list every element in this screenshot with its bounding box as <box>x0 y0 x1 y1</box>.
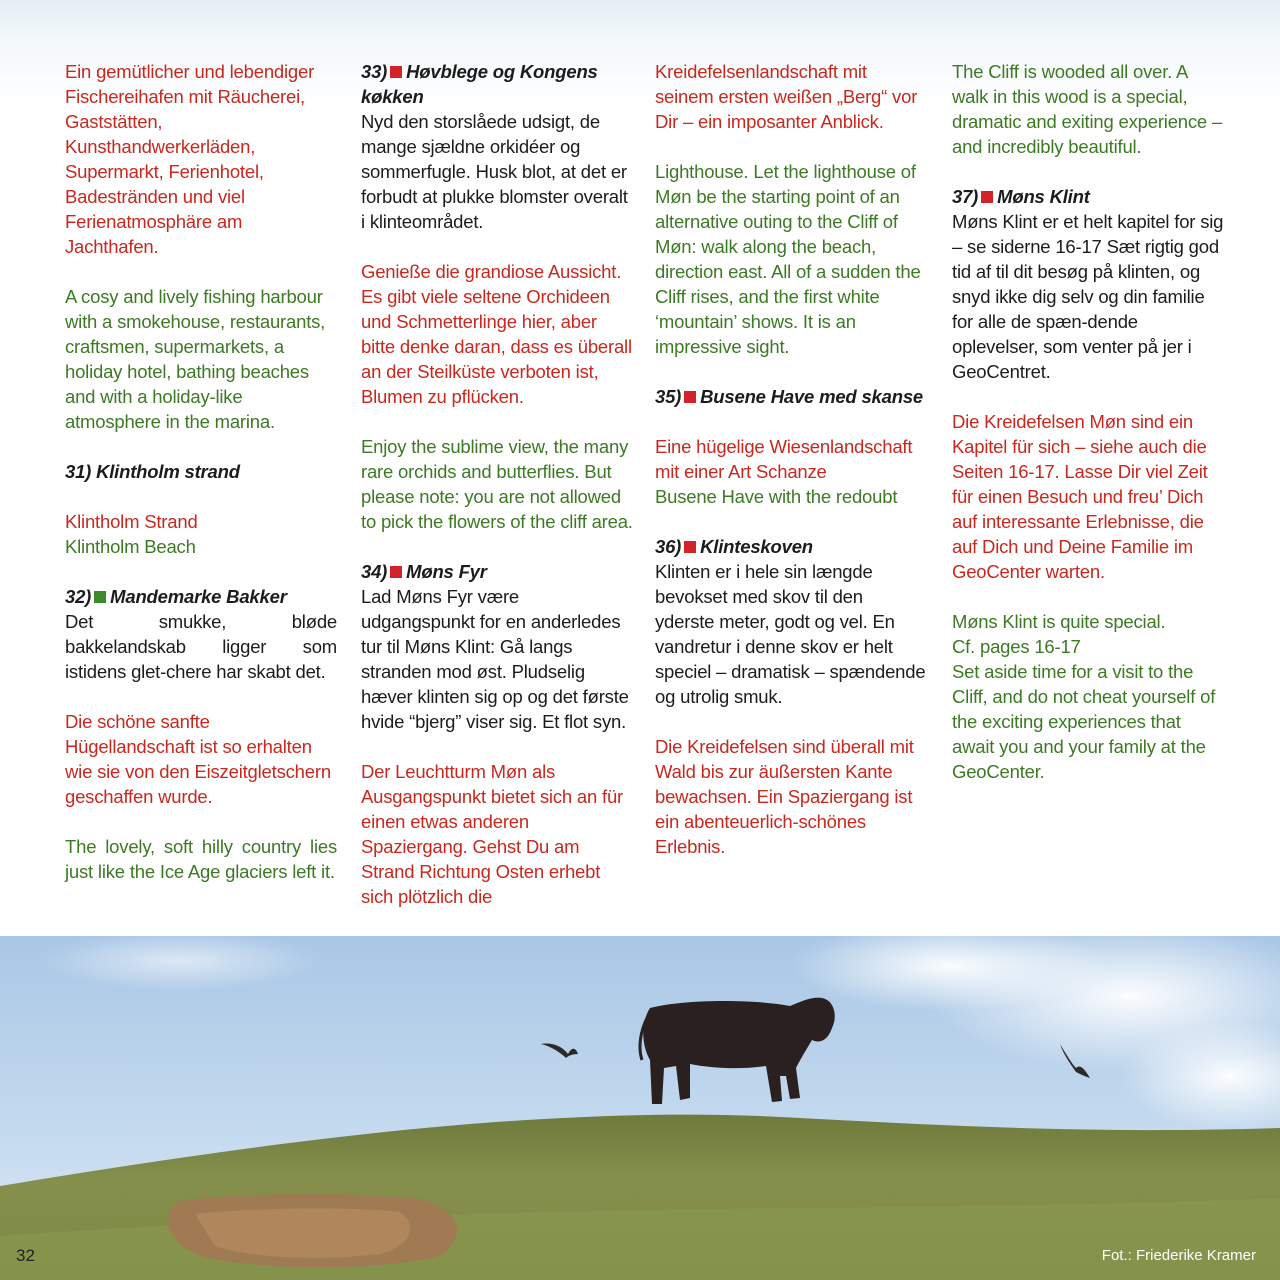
paragraph-35-en: Busene Have with the redoubt <box>655 486 898 507</box>
heading-33-title: Høvblege og Kongens køkken <box>361 61 598 107</box>
section-37-da <box>952 184 1224 384</box>
heading-32 <box>65 584 337 609</box>
red-square-icon <box>684 391 696 403</box>
red-square-icon <box>390 66 402 78</box>
heading-37 <box>952 184 1224 209</box>
paragraph-harbour-en: A cosy and lively fishing harbour with a smokehouse, restaurants, craftsmen, supermarkets, a holiday hotel, bathing beaches and with a holiday-like atmosphere in the marina. <box>65 286 326 432</box>
paragraph-34-da: Lad Møns Fyr være udgangspunkt for en anderledes tur til Møns Klint: Gå langs stranden mod øst. Pludselig hæver klinten sig op og det første hvide “bjerg” viser sig. Et flot syn. <box>361 586 629 732</box>
heading-35-title: Busene Have med skanse <box>700 386 923 407</box>
heading-36 <box>655 534 927 559</box>
heading-31-text: 31) Klintholm strand <box>65 461 240 482</box>
paragraph-37-en <box>952 609 1224 784</box>
heading-33 <box>361 59 633 109</box>
paragraph-34-en: Lighthouse. Let the lighthouse of Møn be the starting point of an alternative outing to the Cliff of Møn: walk along the beach, direction east. All of a sudden the Cliff rises, and the first white ‘mountain’ shows. It is an impressive sight. <box>655 161 921 357</box>
paragraph-34-de: Der Leuchtturm Møn als Ausgangspunkt bietet sich an für einen etwas anderen Spaziergang. Gehst Du am Strand Richtung Osten erhebt sich plötzlich die <box>361 761 624 907</box>
paragraph-32-en: The lovely, soft hilly country lies just like the Ice Age glaciers left it. <box>65 836 337 882</box>
paragraph-37-en-line-1: Møns Klint is quite special. <box>952 611 1166 632</box>
paragraph-36-en: The Cliff is wooded all over. A walk in this wood is a special, dramatic and exiting experience – and incredibly beautiful. <box>952 61 1223 157</box>
klintholm-beach-en: Klintholm Beach <box>65 536 196 557</box>
red-square-icon <box>390 566 402 578</box>
green-square-icon <box>94 591 106 603</box>
section-31-names <box>65 509 337 559</box>
red-square-icon <box>684 541 696 553</box>
column-4 <box>952 59 1224 809</box>
paragraph-35-de: Eine hügelige Wiesenlandschaft mit einer Art Schanze <box>655 436 913 482</box>
heading-33-number: 33) <box>361 61 388 82</box>
paragraph-33-da: Nyd den storslåede udsigt, de mange sjældne orkidéer og sommerfugle. Husk blot, at det er forbudt at plukke blomster overalt i klinteområdet. <box>361 111 628 232</box>
paragraph-34-de-continued: Kreidefelsenlandschaft mit seinem ersten weißen „Berg“ vor Dir – ein imposanter Anblick. <box>655 61 918 132</box>
paragraph-37-de: Die Kreidefelsen Møn sind ein Kapitel für sich – siehe auch die Seiten 16-17. Lasse Dir viel Zeit für einen Besuch und freu’ Dich auf interessante Erlebnisse, die auf Dich und Deine Familie im GeoCenter warten. <box>952 411 1208 582</box>
heading-31 <box>65 459 337 484</box>
landscape-photo <box>0 936 1280 1280</box>
paragraph-36-da: Klinten er i hele sin længde bevokset med skov til den yderste meter, godt og vel. En vandretur i denne skov er helt speciel – dramatisk – spændende og utrolig smuk. <box>655 561 926 707</box>
heading-35 <box>655 384 927 409</box>
cow-on-hill-illustration <box>0 936 1280 1280</box>
paragraph-32-da: Det smukke, bløde bakkelandskab ligger som istidens glet-chere har skabt det. <box>65 611 337 682</box>
heading-32-number: 32) <box>65 586 92 607</box>
red-square-icon <box>981 191 993 203</box>
column-1 <box>65 59 337 909</box>
paragraph-37-en-line-3: Set aside time for a visit to the Cliff, and do not cheat yourself of the exciting experiences that await you and your family at the GeoCenter. <box>952 661 1216 782</box>
section-33-da <box>361 59 633 234</box>
section-36-da <box>655 534 927 709</box>
heading-35-number: 35) <box>655 386 682 407</box>
heading-36-title: Klinteskoven <box>700 536 813 557</box>
heading-36-number: 36) <box>655 536 682 557</box>
section-32-da <box>65 584 337 684</box>
paragraph-37-da: Møns Klint er et helt kapitel for sig – se siderne 16-17 Sæt rigtig god tid af til dit besøg på klinten, og snyd ikke dig selv og din familie for alle de spæn-dende oplevelser, som venter på jer i GeoCentret. <box>952 211 1224 382</box>
heading-34-number: 34) <box>361 561 388 582</box>
paragraph-harbour-de: Ein gemütlicher und lebendiger Fischereihafen mit Räucherei, Gaststätten, Kunsthandwerkerläden, Supermarkt, Ferienhotel, Badestränden und viel Ferienatmosphäre am Jachthafen. <box>65 61 315 257</box>
section-35 <box>655 384 927 509</box>
page-number: 32 <box>16 1246 35 1265</box>
paragraph-37-en-line-2: Cf. pages 16-17 <box>952 636 1081 657</box>
photo-credit: Fot.: Friederike Kramer <box>1101 1247 1256 1264</box>
column-3 <box>655 59 927 884</box>
section-34-da <box>361 559 633 734</box>
heading-34-title: Møns Fyr <box>406 561 487 582</box>
paragraph-33-en: Enjoy the sublime view, the many rare orchids and butterflies. But please note: you are not allowed to pick the flowers of the cliff area. <box>361 436 633 532</box>
heading-32-title: Mandemarke Bakker <box>110 586 287 607</box>
klintholm-strand-de: Klintholm Strand <box>65 511 198 532</box>
column-2 <box>361 59 633 909</box>
heading-37-title: Møns Klint <box>997 186 1090 207</box>
heading-34 <box>361 559 633 584</box>
paragraph-33-de: Genieße die grandiose Aussicht. Es gibt viele seltene Orchideen und Schmetterlinge hier, aber bitte denke daran, dass es überall an der Steilküste verboten ist, Blumen zu pflücken. <box>361 261 632 407</box>
heading-37-number: 37) <box>952 186 979 207</box>
paragraph-32-de: Die schöne sanfte Hügellandschaft ist so erhalten wie sie von den Eiszeitgletschern geschaffen wurde. <box>65 711 331 807</box>
paragraph-36-de: Die Kreidefelsen sind überall mit Wald bis zur äußersten Kante bewachsen. Ein Spaziergang ist ein abenteuerlich-schönes Erlebnis. <box>655 736 914 857</box>
